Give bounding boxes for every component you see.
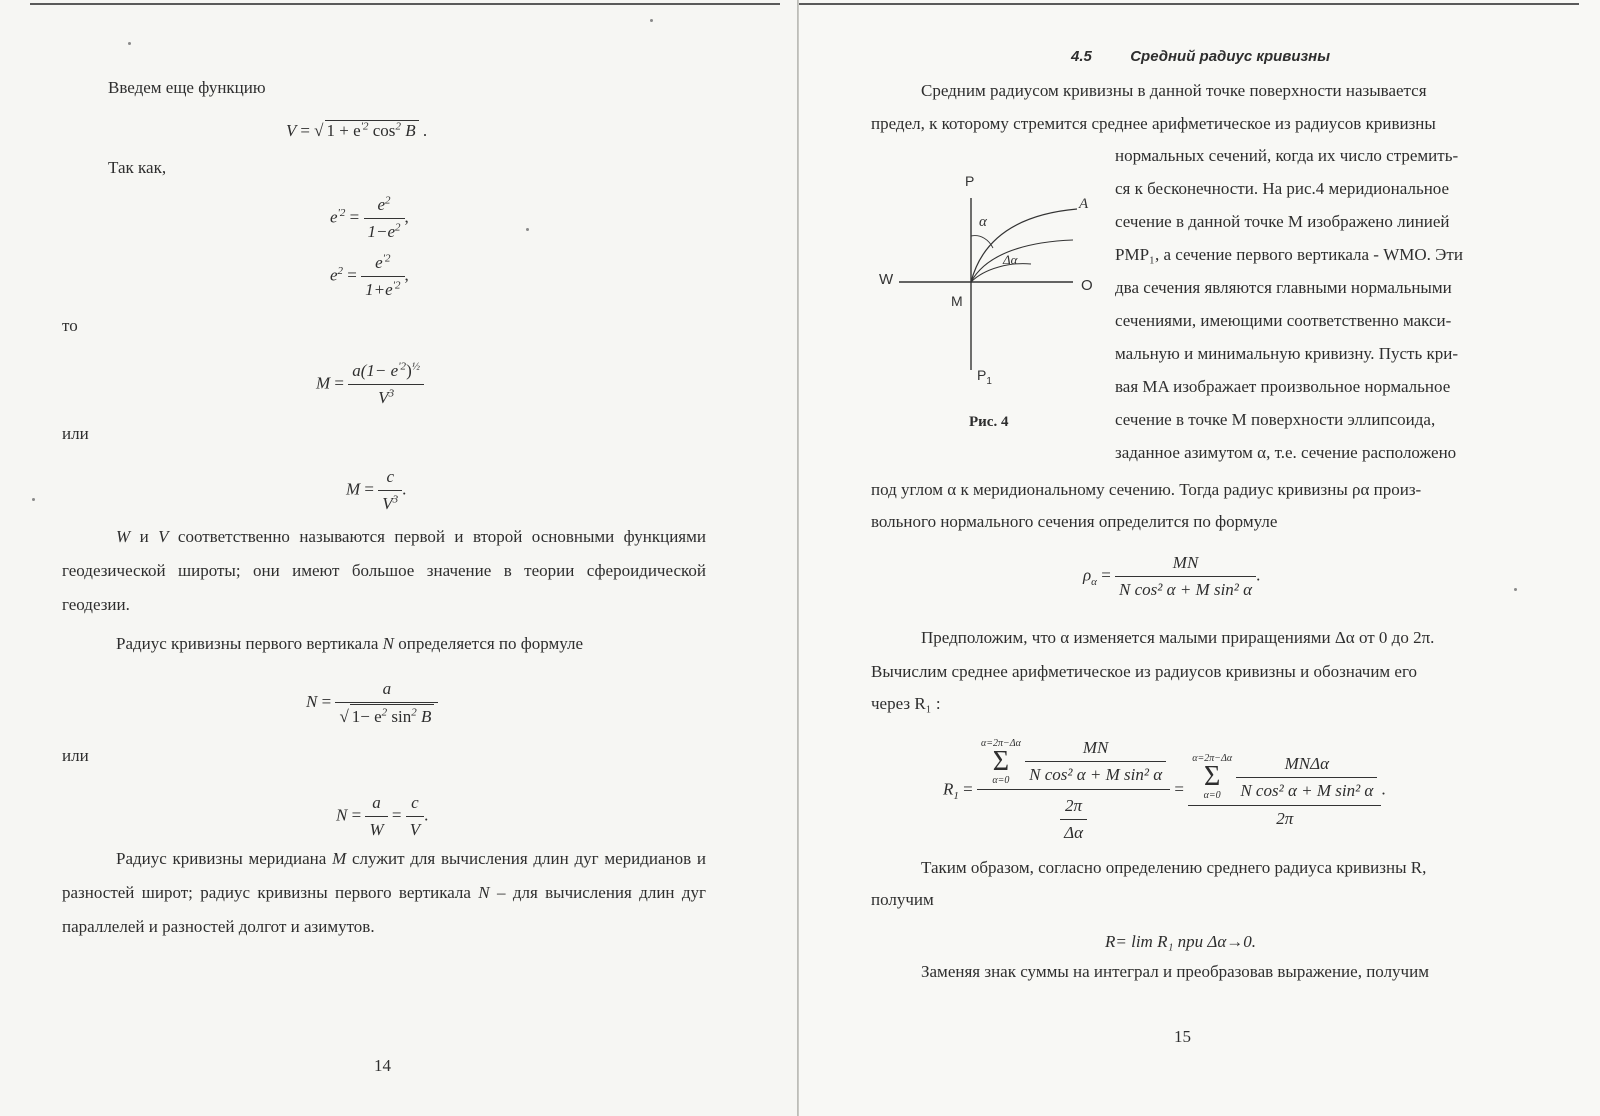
text-line: Заменяя знак суммы на интеграл и преобразовав выражение, получим <box>921 962 1429 981</box>
text-line: через R₁ : <box>871 694 941 713</box>
or-text: или <box>62 424 89 443</box>
left-page <box>0 0 798 1116</box>
label-alpha: α <box>979 214 987 230</box>
curve-second <box>971 240 1073 282</box>
text-line: сечение в точке M поверхности эллипсоида, <box>1115 410 1436 429</box>
label-P1: $P_1$ <box>977 367 992 387</box>
label-A: A <box>1079 196 1089 212</box>
text-line: Таким образом, согласно определению среднего радиуса кривизны R, <box>921 858 1427 877</box>
label-W: W <box>879 271 894 288</box>
paragraph-N-intro: Радиус кривизны первого вертикала N определяется по формуле <box>116 634 584 653</box>
text-line: нормальных сечений, когда их число стремить- <box>1115 146 1459 165</box>
text-line: два сечения являются главными нормальными <box>1115 278 1452 297</box>
label-delta-alpha: Δα <box>1003 252 1018 267</box>
or-text: или <box>62 746 89 765</box>
section-heading <box>1071 48 1330 65</box>
text-line: ся к бесконечности. На рис.4 меридиональное <box>1115 179 1450 198</box>
text-line: Вычислим среднее арифметическое из радиусов кривизны и обозначим его <box>871 662 1418 681</box>
text-line: под углом α к меридиональному сечению. Тогда радиус кривизны ρα произ- <box>871 480 1422 499</box>
formula-e: $e^2$ = $\frac{e^{'2}}{1+e^{'2}}$ , <box>330 250 409 303</box>
curve-third <box>971 264 1031 282</box>
formula-M2: M = $\frac{c}{V^3}$ . <box>346 464 406 517</box>
right-page <box>798 0 1600 1116</box>
formula-N1: N = $\frac{a}{√ 1- e^2 \sin^2 B}$ <box>306 676 438 730</box>
text-line: получим <box>871 890 934 909</box>
page-top-edge <box>799 3 1579 5</box>
since-text: Так как, <box>108 158 167 177</box>
page-top-edge <box>30 3 780 5</box>
formula-e-prime: $e^{'2}$ = $\frac{e^2}{1-e^2}$ , <box>330 192 409 245</box>
text-line: вая MA изображает произвольное нормальное <box>1115 377 1451 396</box>
text-line: предел, к которому стремится среднее арифметическое из радиусов кривизны <box>871 114 1436 133</box>
text-line: Средним радиусом кривизны в данной точке поверхности называется <box>921 81 1427 100</box>
formula-R1: $R_1$ = α=2π−Δα Σ α=0 $\frac{MN}{\text{N cos² α + M sin² α}}$ $\frac{2\pi}{\Delta\alpha}$ = α=2π−Δα Σ α=0 $\frac{\text{MNΔα}}{\text{N cos² α + M sin² α}}$ 2π . <box>943 734 1386 847</box>
intro-text: Введем еще функцию <box>108 78 266 97</box>
formula-rho: $\rho_\alpha$ = $\frac{MN}{\text{N cos² α + M sin² α}}$ . <box>1083 550 1260 603</box>
text-line: PMP₁, а сечение первого вертикала - WMO. Эти <box>1115 245 1463 264</box>
figure-4 <box>871 164 1111 444</box>
scan-speck <box>1514 588 1517 591</box>
section-number: 4.5 <box>1071 48 1092 65</box>
formula-N2: N = $\frac{a}{W}$ = $\frac{c}{V}$ . <box>336 790 428 843</box>
scan-speck <box>32 498 35 501</box>
then-text: то <box>62 316 78 335</box>
label-O: O <box>1081 277 1093 294</box>
formula-V: V = √ $1 + e^{'2}$ $\cos^2 B$ . <box>286 120 428 140</box>
paragraph-meridian: Радиус кривизны меридиана M служит для вычисления длин дуг меридианов и разностей широт; радиус кривизны первого вертикала N – для вычисления длин дуг параллелей и разностей долгот и азимутов. <box>62 849 706 936</box>
scan-speck <box>526 228 529 231</box>
page-number: 15 <box>1174 1027 1191 1046</box>
scan-speck <box>650 19 653 22</box>
label-M: M <box>951 293 963 309</box>
page-number: 14 <box>374 1056 391 1075</box>
wrapped-text-block <box>1115 146 1510 463</box>
formula-M1: M = $\frac{a(1- e^{'2})^{\frac{1}{2}}}{V^3}$ <box>316 358 424 411</box>
text-line: сечениями, имеющими соответственно макси- <box>1115 311 1452 330</box>
text-line: заданное азимутом α, т.е. сечение расположено <box>1115 443 1457 462</box>
text-line: сечение в данной точке M изображено линией <box>1115 212 1450 231</box>
text-line: мальную и минимальную кривизну. Пусть кри- <box>1115 344 1459 363</box>
text-line: Предположим, что α изменяется малыми приращениями Δα от 0 до 2π. <box>921 628 1435 647</box>
scan-speck <box>128 42 131 45</box>
label-P: P <box>965 173 975 189</box>
formula-limit: R= lim R₁ при Δα→0. <box>1105 932 1257 951</box>
section-title: Средний радиус кривизны <box>1130 48 1331 65</box>
text-line: вольного нормального сечения определится по формуле <box>871 512 1278 531</box>
figure-caption: Рис. 4 <box>969 414 1009 430</box>
paragraph-functions: W и V соответственно называются первой и второй основными функциями геодезической широты; они имеют большое значение в теории сфероидической геодезии. <box>62 527 706 614</box>
